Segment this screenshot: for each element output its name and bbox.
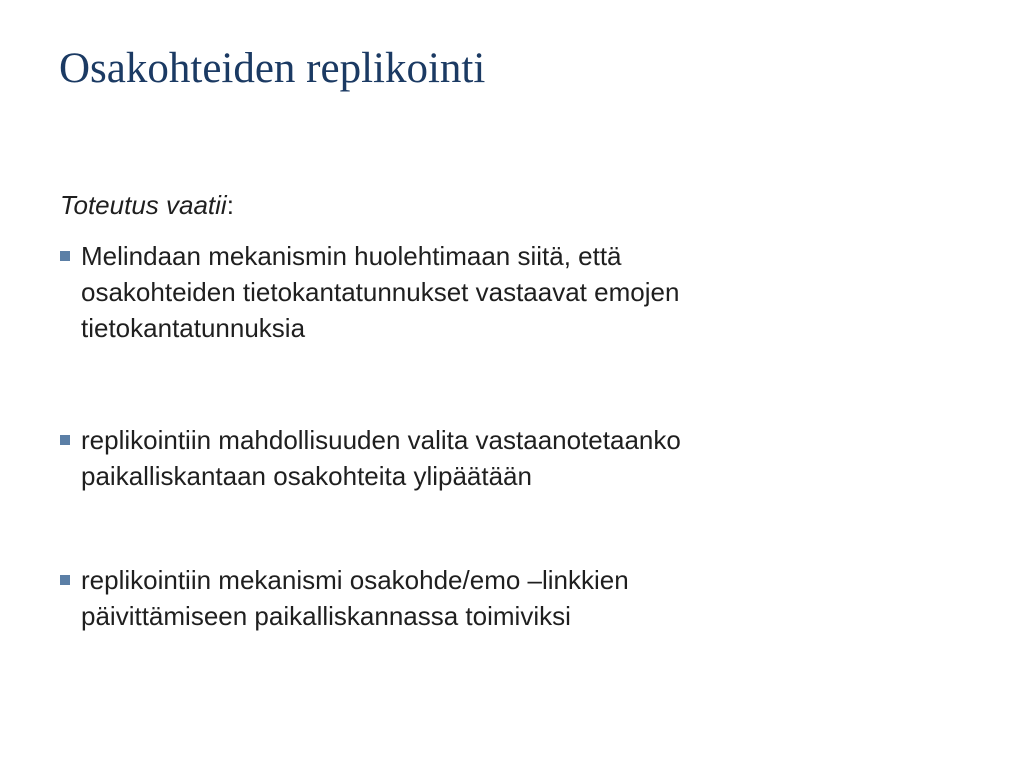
bullet-line: Melindaan mekanismin huolehtimaan siitä, että (81, 241, 622, 271)
bullet-item-2 (60, 422, 960, 494)
square-bullet-icon (60, 575, 70, 585)
bullet-text-3 (81, 562, 960, 634)
intro-colon: : (226, 190, 234, 220)
slide-title: Osakohteiden replikointi (59, 45, 486, 92)
bullet-text-1 (81, 238, 960, 346)
bullet-line: osakohteiden tietokantatunnukset vastaavat emojen (81, 277, 680, 307)
bullet-text-2 (81, 422, 960, 494)
square-bullet-icon (60, 251, 70, 261)
square-bullet-icon (60, 435, 70, 445)
bullet-line: päivittämiseen paikalliskannassa toimiviksi (81, 601, 571, 631)
bullet-line: paikalliskantaan osakohteita ylipäätään (81, 461, 532, 491)
bullet-line: replikointiin mekanismi osakohde/emo –linkkien (81, 565, 629, 595)
intro-line (60, 187, 234, 223)
bullet-line: replikointiin mahdollisuuden valita vastaanotetaanko (81, 425, 681, 455)
bullet-item-3 (60, 562, 960, 634)
bullet-item-1 (60, 238, 960, 346)
bullet-line: tietokantatunnuksia (81, 313, 306, 343)
intro-emphasis: Toteutus vaatii (60, 190, 227, 220)
